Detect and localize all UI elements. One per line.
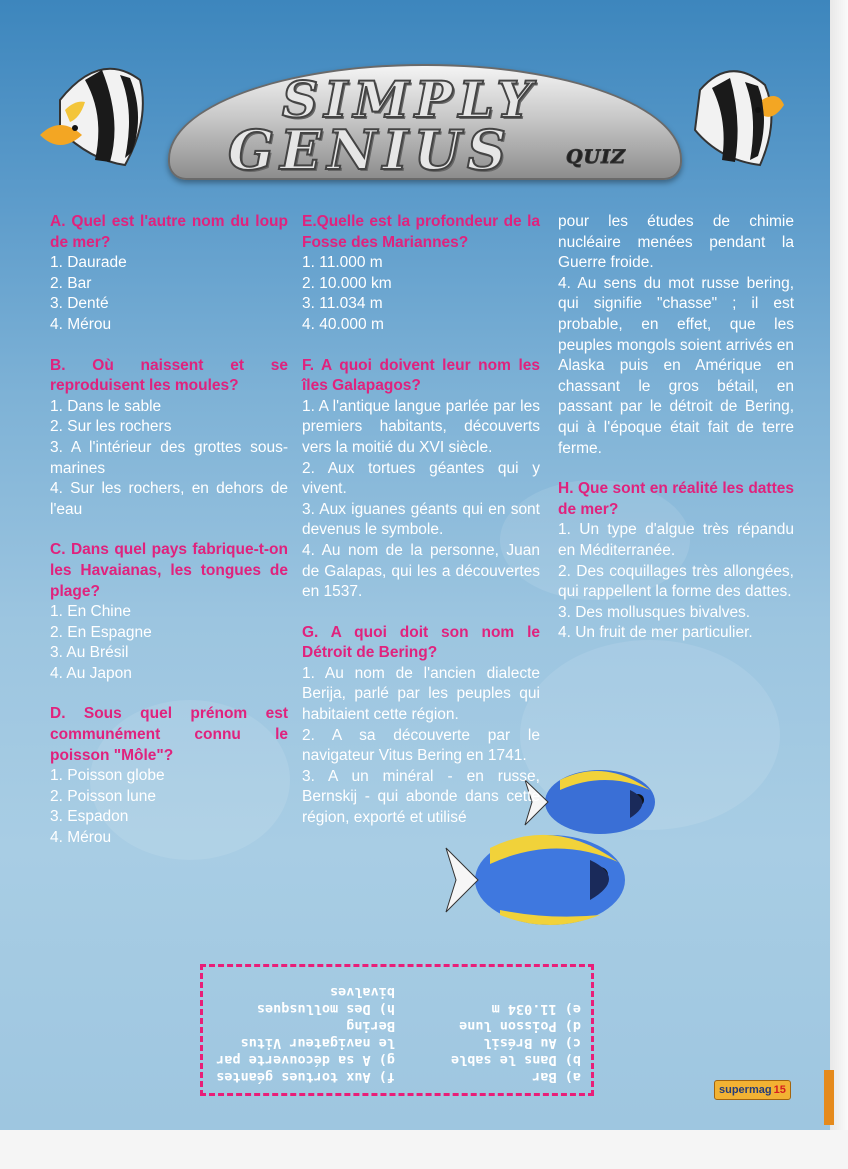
answer-option: 2. Bar [50,274,92,292]
question-heading: B. Où naissent et se reproduisent les moules? [50,356,288,395]
answer-option: 1. En Chine [50,603,131,621]
question-heading: H. Que sont en réalité les dattes de mer? [558,480,794,518]
answer-option: 3. Des mollusques bivalves. [558,603,751,621]
question-heading: F. A quoi doivent leur nom les îles Galapagos? [302,356,540,395]
answer-option: 3. 11.034 m [302,295,383,313]
answer-key-item: c) Au Brésil [483,1035,581,1051]
answer-option: 2. En Espagne [50,623,152,641]
page-orange-tab [824,1070,834,1125]
spacer [50,684,288,704]
answer-option: 3. Aux iguanes géants qui en sont devenus le symbole. [302,500,540,539]
left-angelfish-icon [30,40,160,180]
spacer [302,336,540,356]
answer-option: 3. Au Brésil [50,644,129,662]
answer-option: 1. Un type d'algue très répandu en Méditerranée. [558,521,794,559]
question-heading: C. Dans quel pays fabrique-t-on les Havaianas, les tongues de plage? [50,541,288,600]
answers-rotated [203,967,591,1093]
answer-option: 1. 11.000 m [302,254,383,272]
answer-option: 3. A l'intérieur des grottes sous-marines [50,438,288,477]
answer-option: 1. A l'antique langue parlée par les premiers habitants, découverts vers la moitié du XVI siècle. [302,397,540,456]
answer-option: 4. Un fruit de mer particulier. [558,624,753,642]
question-heading: E.Quelle est la profondeur de la Fosse des Mariannes? [302,213,540,251]
answer-option: 4. Mérou [50,829,112,847]
right-angelfish-icon [680,50,790,180]
spacer [302,603,540,623]
answer-option: 4. Au Japon [50,664,132,682]
page-badge [714,1080,791,1100]
answers-left-column [411,1000,581,1085]
answer-option: 2. 10.000 km [302,274,392,292]
answers-box [200,964,594,1096]
question-heading: A. Quel est l'autre nom du loup de mer? [50,213,288,251]
answer-option: 1. Poisson globe [50,767,165,785]
answers-right-column [205,983,395,1085]
answer-option: 1. Dans le sable [50,397,162,415]
page-number: 15 [773,1084,786,1096]
answer-option: 3. Espadon [50,808,129,826]
quiz-column-1 [50,212,288,849]
question-heading: D. Sous quel prénom est communément connu le poisson "Môle"? [50,705,288,764]
answer-key-item: e) 11.034 m [491,1001,581,1017]
answer-option: 2. Poisson lune [50,787,156,805]
quiz-column-2 [302,212,540,829]
spacer [50,520,288,540]
blue-tang-large-icon [440,820,640,940]
page-bottom-edge [0,1130,848,1169]
brand-label: supermag [719,1084,772,1096]
answer-option: 4. Au sens du mot russe bering, qui signifie "chasse" ; il est probable, en effet, que les peuples mongols soient arrivés en Alaska puis en Amérique en chassant le gros bétail, en passant par le détroit de Bering, qui à l'époque était fait de terre ferme. [558,274,794,457]
answer-option: 2. A sa découverte par le navigateur Vitus Bering en 1741. [302,726,540,765]
answer-option: 4. Mérou [50,315,112,333]
answer-option: 2. Sur les rochers [50,418,172,436]
answer-option: 2. Des coquillages très allongées, qui rappellent la forme des dattes. [558,562,794,601]
spacer [50,336,288,356]
title-quiz: QUIZ [566,146,626,168]
answer-option: 2. Aux tortues géantes qui y vivent. [302,459,540,498]
answer-option: 4. 40.000 m [302,315,384,333]
answer-key-item: a) Bar [532,1069,581,1085]
title-simply: SIMPLY [282,70,539,129]
spacer [558,459,794,479]
answer-key-item: h) Des mollusques bivalves [256,984,395,1017]
answer-option: 1. Daurade [50,254,127,272]
page-right-edge [830,0,848,1169]
answer-option: 3. Denté [50,295,109,313]
answer-key-item: d) Poisson lune [459,1018,581,1034]
answer-option: 4. Sur les rochers, en dehors de l'eau [50,480,288,518]
answer-option: pour les études de chimie nucléaire menées pendant la Guerre froide. [558,213,794,272]
question-heading: G. A quoi doit son nom le Détroit de Bering? [302,623,540,662]
title-genius: GENIUS [228,118,512,182]
answer-key-item: b) Dans le sable [450,1052,581,1068]
answer-option: 1. Au nom de l'ancien dialecte Berija, parlé par les peuples qui habitaient cette région. [302,664,540,724]
answer-option: 4. Au nom de la personne, Juan de Galapas, qui les a découvertes en 1537. [302,541,540,601]
answer-key-item: g) A sa découverte par le navigateur Vitus Bering [216,1018,395,1068]
answer-option: 3. A un minéral - en russe, Bernskij - qui abonde dans cette région, exporté et utilisé [302,767,540,827]
answer-key-item: f) Aux tortues géantes [216,1069,395,1085]
quiz-column-3 [558,212,794,644]
